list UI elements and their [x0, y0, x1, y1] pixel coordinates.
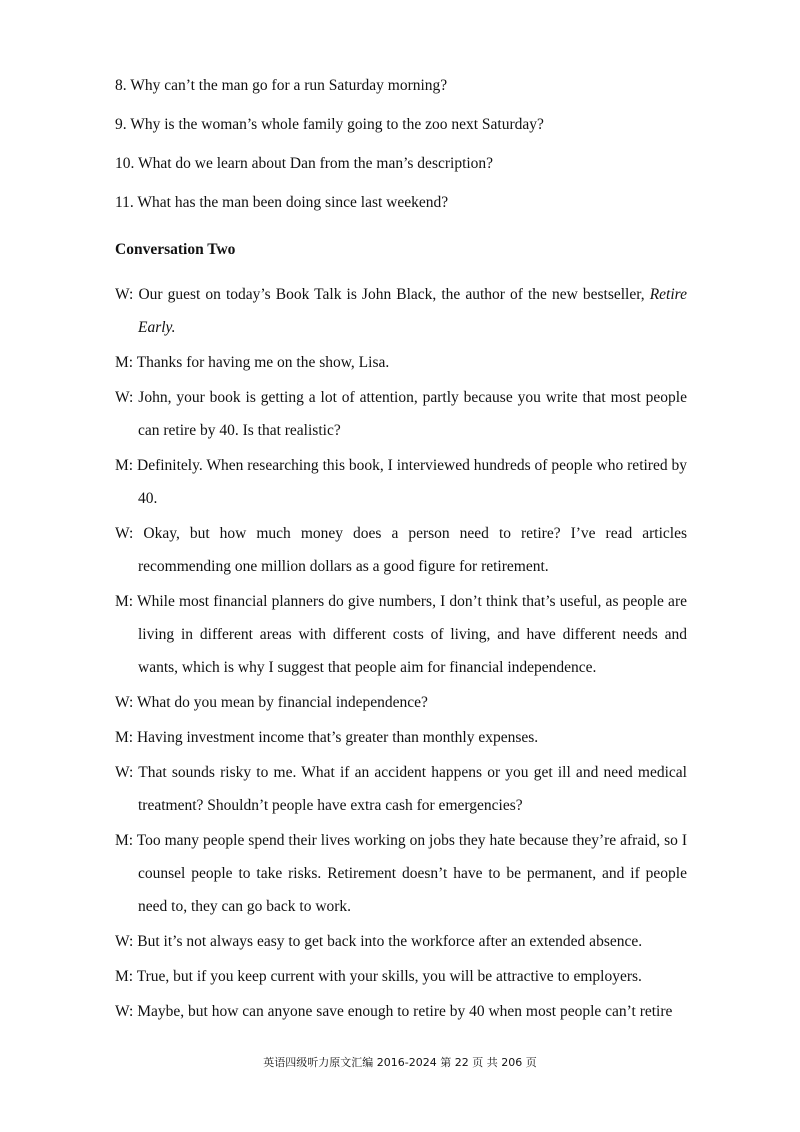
turn-text: True, but if you keep current with your skills, you will be attractive to employers. [136, 968, 642, 985]
dialogue-turn [115, 686, 687, 719]
turn-text: Too many people spend their lives working on jobs they hate because they’re afraid, so I counsel people to take risks. Retirement doesn’t have to be permanent, and if people need to, they can go back to work. [136, 832, 687, 915]
dialogue-turn [115, 925, 687, 958]
dialogue-turn [115, 278, 687, 344]
footer-page-mid: 页 共 [472, 1056, 498, 1069]
dialogue-turn [115, 381, 687, 447]
speaker-label: M: [115, 832, 134, 849]
footer-page-prefix: 第 [440, 1056, 452, 1069]
speaker-label: W: [115, 933, 134, 950]
speaker-label: M: [115, 593, 134, 610]
speaker-label: W: [115, 1003, 134, 1020]
dialogue-turn [115, 517, 687, 583]
speaker-label: M: [115, 457, 134, 474]
turn-text: Maybe, but how can anyone save enough to retire by 40 when most people can’t retire [137, 1003, 673, 1020]
dialogue-turn [115, 346, 687, 379]
question-item: 11. What has the man been doing since last weekend? [115, 194, 449, 211]
footer-page-suffix: 页 [525, 1056, 537, 1069]
dialogue-turn [115, 449, 687, 515]
question-item: 8. Why can’t the man go for a run Saturday morning? [115, 77, 448, 94]
footer-total-pages: 206 [501, 1056, 523, 1069]
turn-text: Definitely. When researching this book, I interviewed hundreds of people who retired by 40. [137, 457, 687, 507]
dialogue-turn [115, 585, 687, 684]
dialogue-turn [115, 960, 687, 993]
speaker-label: M: [115, 729, 134, 746]
speaker-label: M: [115, 354, 134, 371]
turn-text: While most financial planners do give numbers, I don’t think that’s useful, as people are living in different areas with different costs of living, and have different needs and wants, which is why I suggest that people aim for financial independence. [136, 593, 687, 676]
speaker-label: W: [115, 286, 134, 303]
turn-text: John, your book is getting a lot of attention, partly because you write that most people can retire by 40. Is that realistic? [138, 389, 687, 439]
book-title: Retire Early [138, 286, 687, 336]
dialogue-turn [115, 756, 687, 822]
speaker-label: W: [115, 525, 134, 542]
question-list [115, 74, 695, 230]
speaker-label: M: [115, 968, 134, 985]
footer-page-number: 22 [454, 1056, 469, 1069]
footer-collection-title: 英语四级听力原文汇编 2016-2024 [263, 1056, 437, 1069]
turn-punctuation: . [171, 319, 176, 336]
page-footer [0, 1054, 800, 1070]
speaker-label: W: [115, 389, 134, 406]
turn-text: Okay, but how much money does a person need to retire? I’ve read articles recommending one million dollars as a good figure for retirement. [138, 525, 687, 575]
section-heading: Conversation Two [115, 241, 236, 258]
turn-text: Having investment income that’s greater than monthly expenses. [136, 729, 539, 746]
turn-text: What do you mean by financial independence? [136, 694, 428, 711]
dialogue-transcript [115, 278, 687, 1030]
turn-text: That sounds risky to me. What if an accident happens or you get ill and need medical treatment? Shouldn’t people have extra cash for emergencies? [138, 764, 687, 814]
dialogue-turn [115, 995, 687, 1028]
speaker-label: W: [115, 764, 134, 781]
question-item: 9. Why is the woman’s whole family going to the zoo next Saturday? [115, 116, 544, 133]
turn-text: Our guest on today’s Book Talk is John Black, the author of the new bestseller, [138, 286, 650, 303]
speaker-label: W: [115, 694, 134, 711]
dialogue-turn [115, 824, 687, 923]
turn-text: But it’s not always easy to get back into the workforce after an extended absence. [137, 933, 643, 950]
question-item: 10. What do we learn about Dan from the man’s description? [115, 155, 494, 172]
dialogue-turn [115, 721, 687, 754]
turn-text: Thanks for having me on the show, Lisa. [136, 354, 390, 371]
